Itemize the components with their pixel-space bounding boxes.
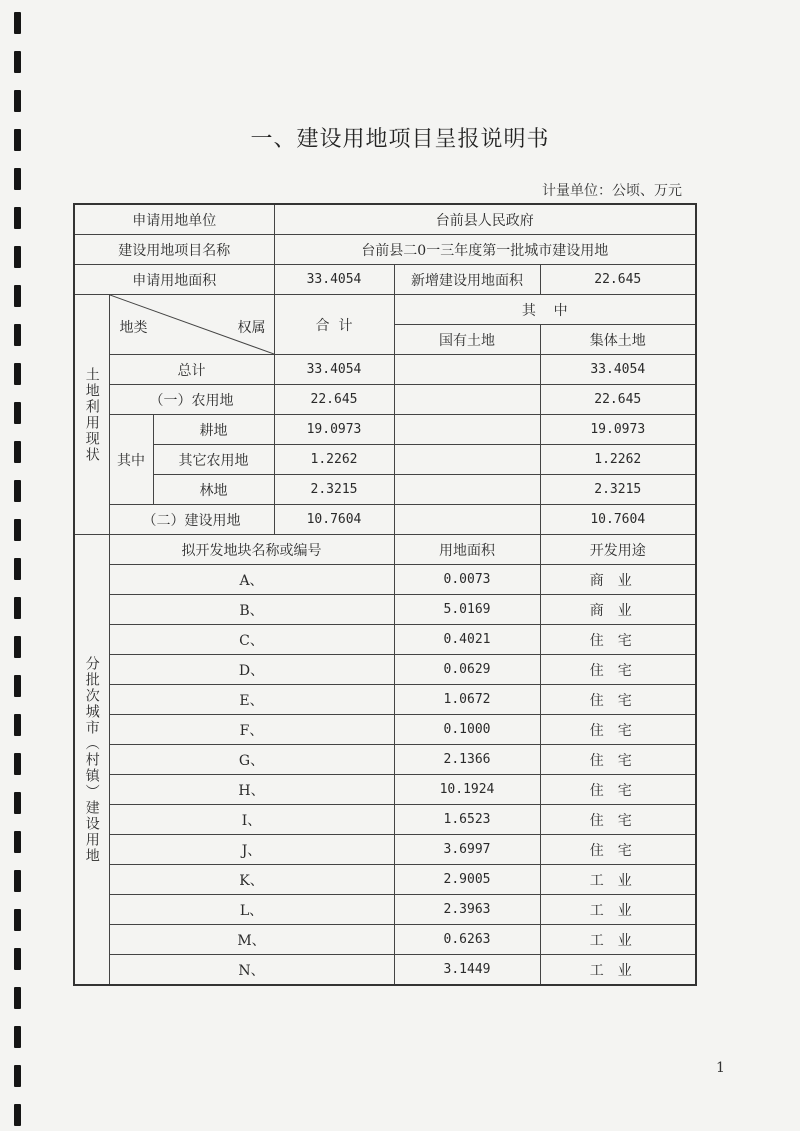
area-label: 申请用地面积	[74, 265, 274, 295]
plot-area: 0.1000	[394, 715, 540, 745]
land-row-label: 耕地	[153, 415, 274, 445]
land-row-collective-value: 10.7604	[540, 505, 696, 535]
land-row-construction	[74, 505, 696, 535]
binding-hole	[14, 168, 21, 190]
land-row-agricultural	[74, 385, 696, 415]
plot-area: 10.1924	[394, 775, 540, 805]
land-row-state-value	[394, 475, 540, 505]
of-which-header: 其 中	[394, 295, 696, 325]
binding-hole	[14, 402, 21, 424]
plot-row	[74, 805, 696, 835]
plot-use: 工业	[540, 895, 696, 925]
page-number: 1	[716, 1060, 725, 1076]
plot-name: N、	[109, 955, 394, 986]
plot-name: M、	[109, 925, 394, 955]
land-row-total-value: 22.645	[274, 385, 394, 415]
plot-row	[74, 925, 696, 955]
binding-hole	[14, 714, 21, 736]
binding-hole	[14, 1026, 21, 1048]
applicant-row	[74, 204, 696, 235]
plot-name: H、	[109, 775, 394, 805]
land-row-state-value	[394, 505, 540, 535]
binding-hole	[14, 1065, 21, 1087]
plot-area: 3.1449	[394, 955, 540, 986]
land-row-label: 林地	[153, 475, 274, 505]
binding-hole	[14, 363, 21, 385]
binding-hole	[14, 987, 21, 1009]
diagonal-header-cell	[109, 295, 274, 355]
area-value: 33.4054	[274, 265, 394, 295]
plot-name: A、	[109, 565, 394, 595]
plot-row	[74, 625, 696, 655]
plot-use: 工业	[540, 865, 696, 895]
plot-use: 工业	[540, 955, 696, 986]
plots-section-label: 分批次城市（村镇）建设用地	[74, 535, 109, 986]
collective-land-header: 集体土地	[540, 325, 696, 355]
land-row-other-agricultural	[74, 445, 696, 475]
binding-hole	[14, 480, 21, 502]
plot-area: 0.0073	[394, 565, 540, 595]
unit-note: 计量单位：公顷、万元	[542, 183, 682, 199]
plot-name: D、	[109, 655, 394, 685]
diag-left-label: 地类	[119, 320, 148, 336]
of-which-row-label: 其中	[109, 415, 153, 505]
plot-use: 商业	[540, 565, 696, 595]
land-row-collective-value: 1.2262	[540, 445, 696, 475]
land-row-forest	[74, 475, 696, 505]
plot-area: 5.0169	[394, 595, 540, 625]
binding-hole	[14, 519, 21, 541]
land-row-total-value: 1.2262	[274, 445, 394, 475]
plot-use: 住宅	[540, 805, 696, 835]
plot-use: 住宅	[540, 655, 696, 685]
plot-name: F、	[109, 715, 394, 745]
land-row-state-value	[394, 355, 540, 385]
state-land-header: 国有土地	[394, 325, 540, 355]
applicant-label: 申请用地单位	[74, 204, 274, 235]
land-row-total-value: 33.4054	[274, 355, 394, 385]
plot-row	[74, 655, 696, 685]
plot-row	[74, 895, 696, 925]
binding-hole	[14, 12, 21, 34]
binding-hole	[14, 207, 21, 229]
land-use-section-label: 土地利用现状	[74, 295, 109, 535]
plot-row	[74, 745, 696, 775]
plot-row	[74, 565, 696, 595]
plot-row	[74, 685, 696, 715]
land-row-label: 其它农用地	[153, 445, 274, 475]
plot-area: 0.6263	[394, 925, 540, 955]
binding-hole	[14, 909, 21, 931]
land-row-state-value	[394, 415, 540, 445]
binding-hole	[14, 792, 21, 814]
plot-use: 工业	[540, 925, 696, 955]
diag-right-label: 权属	[237, 320, 266, 336]
plot-name: C、	[109, 625, 394, 655]
plot-use: 住宅	[540, 715, 696, 745]
binding-hole	[14, 246, 21, 268]
plot-area: 2.9005	[394, 865, 540, 895]
project-value: 台前县二0一三年度第一批城市建设用地	[274, 235, 696, 265]
applicant-value: 台前县人民政府	[274, 204, 696, 235]
land-row-collective-value: 33.4054	[540, 355, 696, 385]
binding-hole	[14, 90, 21, 112]
binding-hole	[14, 597, 21, 619]
plots-area-header: 用地面积	[394, 535, 540, 565]
plot-name: E、	[109, 685, 394, 715]
plot-use: 商业	[540, 595, 696, 625]
plot-area: 0.0629	[394, 655, 540, 685]
plot-name: J、	[109, 835, 394, 865]
binding-hole	[14, 324, 21, 346]
plot-use: 住宅	[540, 775, 696, 805]
total-col-header: 合 计	[274, 295, 394, 355]
plot-area: 2.1366	[394, 745, 540, 775]
plot-name: B、	[109, 595, 394, 625]
binding-hole	[14, 636, 21, 658]
binding-hole	[14, 948, 21, 970]
plot-name: G、	[109, 745, 394, 775]
plot-area: 1.0672	[394, 685, 540, 715]
land-row-label: 总计	[109, 355, 274, 385]
binding-hole	[14, 870, 21, 892]
plot-row	[74, 715, 696, 745]
project-row	[74, 235, 696, 265]
land-row-total	[74, 355, 696, 385]
plots-header-row	[74, 535, 696, 565]
land-row-collective-value: 2.3215	[540, 475, 696, 505]
plot-area: 3.6997	[394, 835, 540, 865]
land-row-total-value: 2.3215	[274, 475, 394, 505]
plots-name-header: 拟开发地块名称或编号	[109, 535, 394, 565]
binding-hole	[14, 831, 21, 853]
plot-name: I、	[109, 805, 394, 835]
binding-hole	[14, 1104, 21, 1126]
binding-hole	[14, 441, 21, 463]
land-use-header-row	[74, 295, 696, 325]
land-row-state-value	[394, 445, 540, 475]
page-title: 一、建设用地项目呈报说明书	[250, 127, 550, 152]
plot-area: 2.3963	[394, 895, 540, 925]
area-row	[74, 265, 696, 295]
new-area-value: 22.645	[540, 265, 696, 295]
land-row-label: （二）建设用地	[109, 505, 274, 535]
binding-hole	[14, 51, 21, 73]
plot-row	[74, 835, 696, 865]
new-area-label: 新增建设用地面积	[394, 265, 540, 295]
land-row-state-value	[394, 385, 540, 415]
plot-area: 0.4021	[394, 625, 540, 655]
plot-area: 1.6523	[394, 805, 540, 835]
binding-hole	[14, 558, 21, 580]
binding-hole	[14, 675, 21, 697]
land-row-cultivated	[74, 415, 696, 445]
plot-name: K、	[109, 865, 394, 895]
plot-use: 住宅	[540, 835, 696, 865]
plot-use: 住宅	[540, 625, 696, 655]
plot-use: 住宅	[540, 745, 696, 775]
land-row-collective-value: 19.0973	[540, 415, 696, 445]
project-label: 建设用地项目名称	[74, 235, 274, 265]
land-row-total-value: 19.0973	[274, 415, 394, 445]
binding-holes	[14, 0, 24, 1131]
binding-hole	[14, 753, 21, 775]
plot-row	[74, 775, 696, 805]
plot-row	[74, 595, 696, 625]
land-row-label: （一）农用地	[109, 385, 274, 415]
plot-row	[74, 955, 696, 986]
report-table	[73, 203, 697, 986]
plot-use: 住宅	[540, 685, 696, 715]
land-row-total-value: 10.7604	[274, 505, 394, 535]
land-row-collective-value: 22.645	[540, 385, 696, 415]
plot-row	[74, 865, 696, 895]
plot-name: L、	[109, 895, 394, 925]
plots-use-header: 开发用途	[540, 535, 696, 565]
binding-hole	[14, 285, 21, 307]
